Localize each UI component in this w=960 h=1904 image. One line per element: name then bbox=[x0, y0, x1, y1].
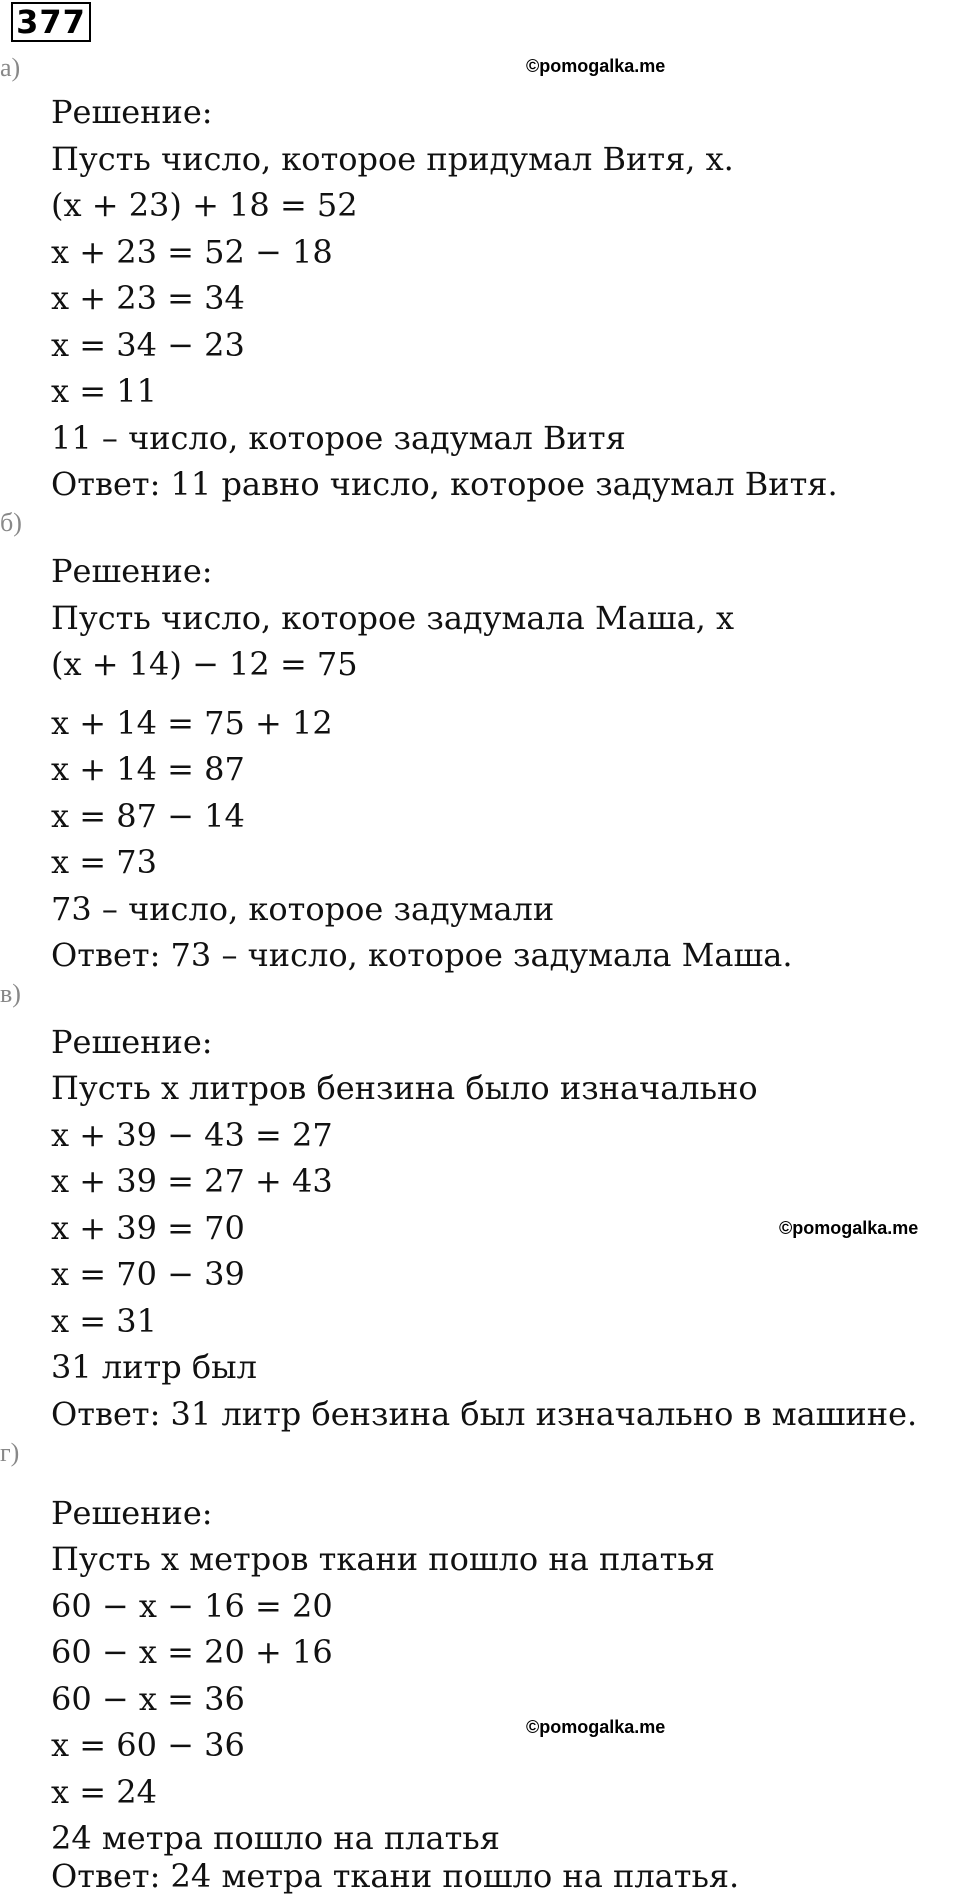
equation-line: x = 87 − 14 bbox=[51, 797, 245, 835]
solution-heading: Решение: bbox=[51, 93, 213, 131]
solution-heading: Решение: bbox=[51, 1494, 213, 1532]
equation-line: x + 39 − 43 = 27 bbox=[51, 1116, 333, 1154]
equation-line: x = 73 bbox=[51, 843, 157, 881]
equation-line: 60 − x − 16 = 20 bbox=[51, 1587, 333, 1625]
answer-line: Ответ: 24 метра ткани пошло на платья. bbox=[51, 1857, 740, 1895]
answer-line: Ответ: 11 равно число, которое задумал Витя. bbox=[51, 465, 838, 503]
part-label: б) bbox=[0, 508, 22, 537]
solution-heading: Решение: bbox=[51, 1023, 213, 1061]
equation-line: x + 14 = 75 + 12 bbox=[51, 704, 333, 742]
equation-line: x + 14 = 87 bbox=[51, 750, 245, 788]
watermark-bottom: ©pomogalka.me bbox=[526, 1717, 666, 1737]
equation-line: x + 23 = 52 − 18 bbox=[51, 233, 333, 271]
solution-line: 11 – число, которое задумал Витя bbox=[51, 419, 626, 457]
equation-line: (x + 23) + 18 = 52 bbox=[51, 186, 358, 224]
solution-heading: Решение: bbox=[51, 552, 213, 590]
equation-line: (x + 14) − 12 = 75 bbox=[51, 645, 358, 683]
part-label: а) bbox=[0, 53, 21, 82]
solution-line: Пусть x метров ткани пошло на платья bbox=[51, 1540, 715, 1578]
equation-line: 60 − x = 20 + 16 bbox=[51, 1633, 333, 1671]
part-label: г) bbox=[0, 1438, 20, 1467]
equation-line: x = 31 bbox=[51, 1302, 157, 1340]
equation-line: x = 60 − 36 bbox=[51, 1726, 245, 1764]
solution-line: 24 метра пошло на платья bbox=[51, 1819, 500, 1857]
solution-line: Пусть число, которое задумала Маша, x bbox=[51, 599, 735, 637]
part-label: в) bbox=[0, 979, 21, 1008]
equation-line: 60 − x = 36 bbox=[51, 1680, 245, 1718]
solution-line: 73 – число, которое задумали bbox=[51, 890, 555, 928]
watermark-top: ©pomogalka.me bbox=[526, 56, 666, 76]
solution-line: 31 литр был bbox=[51, 1348, 257, 1386]
watermark-middle: ©pomogalka.me bbox=[779, 1218, 919, 1238]
solution-line: Пусть число, которое придумал Витя, x. bbox=[51, 140, 734, 178]
solution-line: Пусть x литров бензина было изначально bbox=[51, 1069, 758, 1107]
equation-line: x + 39 = 70 bbox=[51, 1209, 245, 1247]
answer-line: Ответ: 31 литр бензина был изначально в машине. bbox=[51, 1395, 918, 1433]
answer-line: Ответ: 73 – число, которое задумала Маша. bbox=[51, 936, 793, 974]
equation-line: x = 11 bbox=[51, 372, 157, 410]
equation-line: x + 23 = 34 bbox=[51, 279, 245, 317]
equation-line: x = 34 − 23 bbox=[51, 326, 245, 364]
equation-line: x = 70 − 39 bbox=[51, 1255, 245, 1293]
problem-number: 377 bbox=[11, 2, 91, 42]
equation-line: x + 39 = 27 + 43 bbox=[51, 1162, 333, 1200]
equation-line: x = 24 bbox=[51, 1773, 157, 1811]
